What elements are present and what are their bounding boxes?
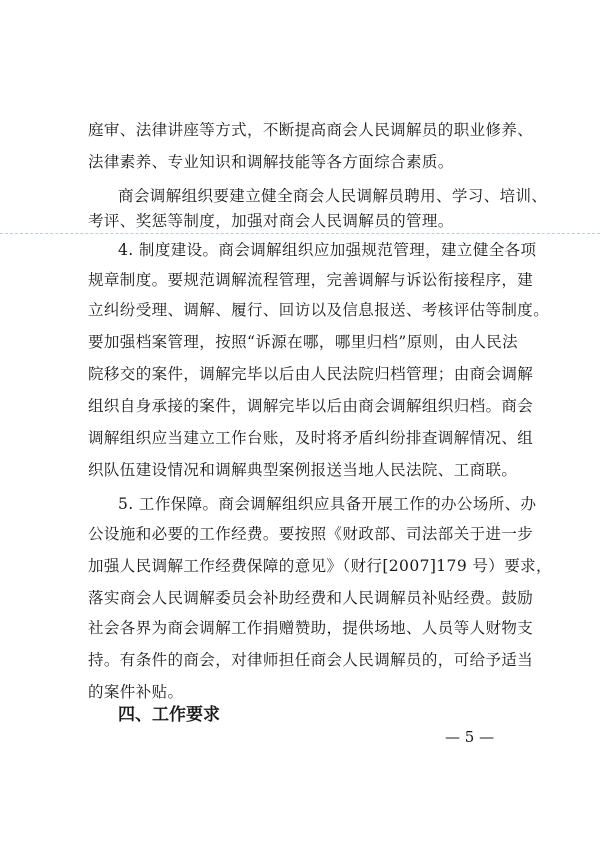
text-line: 立纠纷受理、调解、履行、回访以及信息报送、考核评估等制度。 bbox=[88, 301, 550, 319]
text-line: 调解组织应当建立工作台账，及时将矛盾纠纷排查调解情况、组 bbox=[88, 429, 534, 447]
text-line: 落实商会人民调解委员会补助经费和人民调解员补贴经费。鼓励 bbox=[88, 589, 534, 607]
text-line: 织队伍建设情况和调解典型案例报送当地人民法院、工商联。 bbox=[88, 461, 518, 479]
page-number: — 5 — bbox=[445, 728, 495, 746]
text-line: 庭审、法律讲座等方式，不断提高商会人民调解员的职业修养、 bbox=[88, 121, 534, 139]
text-line: 社会各界为商会调解工作捐赠赞助，提供场地、人员等人财物支 bbox=[88, 619, 534, 637]
text-line: 商会调解组织要建立健全商会人民调解员聘用、学习、培训、 bbox=[118, 187, 548, 205]
text-line: 组织自身承接的案件，调解完毕以后由商会调解组织归档。商会 bbox=[88, 397, 534, 415]
text-line: 要加强档案管理，按照“诉源在哪，哪里归档”原则，由人民法 bbox=[88, 333, 519, 351]
text-line: 的案件补贴。 bbox=[88, 683, 184, 701]
text-line: 公设施和必要的工作经费。要按照《财政部、司法部关于进一步 bbox=[88, 525, 534, 543]
text-line: 加强人民调解工作经费保障的意见》（财行[2007]179 号）要求， bbox=[88, 557, 552, 575]
text-line: 规章制度。要规范调解流程管理，完善调解与诉讼衔接程序，建 bbox=[88, 271, 534, 289]
text-line: 院移交的案件，调解完毕以后由人民法院归档管理；由商会调解 bbox=[88, 365, 534, 383]
text-line: 持。有条件的商会，对律师担任商会人民调解员的，可给予适当 bbox=[88, 651, 534, 669]
scan-artifact-line bbox=[0, 233, 600, 234]
text-line: 考评、奖惩等制度，加强对商会人民调解员的管理。 bbox=[88, 212, 454, 230]
text-line: 5. 工作保障。商会调解组织应具备开展工作的办公场所、办 bbox=[118, 495, 537, 513]
text-line: 法律素养、专业知识和调解技能等各方面综合素质。 bbox=[88, 153, 454, 171]
text-line: 4. 制度建设。商会调解组织应加强规范管理，建立健全各项 bbox=[118, 241, 537, 259]
section-heading: 四、工作要求 bbox=[118, 705, 220, 725]
